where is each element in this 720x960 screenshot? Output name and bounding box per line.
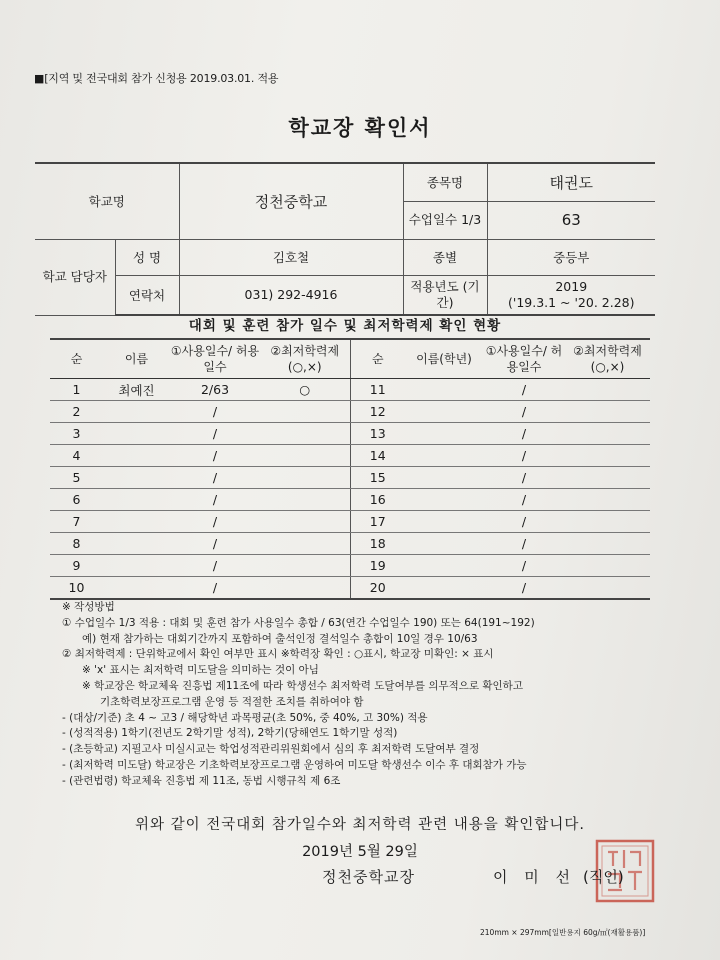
table-cell[interactable]: 4 [50, 445, 103, 467]
table-cell[interactable]: 3 [50, 423, 103, 445]
table-row [50, 555, 650, 577]
table-cell[interactable] [260, 489, 350, 511]
table-cell[interactable]: / [483, 423, 565, 445]
contact-label: 연락처 [115, 275, 179, 315]
table-cell[interactable]: / [170, 423, 260, 445]
table-cell[interactable]: 14 [350, 445, 405, 467]
table-cell[interactable]: 5 [50, 467, 103, 489]
apply-year-label: 적용년도 (기간) [403, 275, 487, 315]
staff-label: 학교 담당자 [35, 239, 115, 315]
writing-instructions [62, 600, 702, 790]
table-cell[interactable] [260, 445, 350, 467]
table-row [50, 467, 650, 489]
school-name-label: 학교명 [35, 163, 179, 239]
table-cell[interactable] [565, 467, 650, 489]
table-cell[interactable] [565, 555, 650, 577]
note-item: 기초학력보장프로그램 운영 등 적절한 조치를 취하여야 함 [100, 695, 364, 708]
contact-value: 031) 292-4916 [179, 275, 403, 315]
table-cell[interactable] [565, 489, 650, 511]
status-table-header [50, 339, 650, 379]
table-row [50, 401, 650, 423]
table-cell[interactable]: 2 [50, 401, 103, 423]
status-table-body [50, 379, 650, 600]
table-cell[interactable]: 11 [350, 379, 405, 401]
note-item: - (성적적용) 1학기(전년도 2학기말 성적), 2학기(당해연도 1학기말 성적) [62, 727, 398, 740]
table-row [50, 423, 650, 445]
status-header-cell: 이름(학년) [405, 339, 483, 379]
school-name-value: 정천중학교 [179, 163, 403, 239]
table-row [50, 577, 650, 600]
table-cell[interactable]: / [170, 489, 260, 511]
division-value: 중등부 [487, 239, 655, 275]
status-header-cell: 이름 [103, 339, 170, 379]
confirmation-sentence: 위와 같이 전국대회 참가일수와 최저학력 관련 내용을 확인합니다. [134, 817, 586, 833]
table-cell[interactable]: 20 [350, 577, 405, 600]
form-header-note: ■[지역 및 전국대회 참가 신청용 2019.03.01. 적용 [34, 72, 279, 85]
table-cell[interactable]: 1 [50, 379, 103, 401]
table-cell[interactable] [565, 401, 650, 423]
table-cell[interactable] [405, 555, 483, 577]
table-cell[interactable]: 17 [350, 511, 405, 533]
table-cell[interactable]: 최예진 [103, 379, 170, 401]
table-cell[interactable]: / [170, 467, 260, 489]
table-cell[interactable] [103, 577, 170, 600]
table-cell[interactable]: / [170, 401, 260, 423]
table-cell[interactable] [260, 423, 350, 445]
issue-date: 2019년 5월 29일 [302, 844, 418, 860]
school-days-label: 수업일수 1/3 [403, 201, 487, 239]
status-header-cell: ①사용일수/ 허용일수 [170, 339, 260, 379]
table-cell[interactable]: / [170, 577, 260, 600]
table-cell[interactable]: 13 [350, 423, 405, 445]
table-row [50, 489, 650, 511]
table-cell[interactable]: 8 [50, 533, 103, 555]
note-item: - (초등학교) 지필고사 미실시교는 학업성적관리위원회에서 심의 후 최저학력 도달여부 결정 [62, 743, 480, 756]
table-cell[interactable] [103, 511, 170, 533]
table-cell[interactable] [405, 445, 483, 467]
table-cell[interactable] [565, 533, 650, 555]
staff-name-label: 성 명 [115, 239, 179, 275]
table-cell[interactable] [405, 401, 483, 423]
seal-label: (직인) [583, 868, 624, 886]
note-item: ※ 'x' 표시는 최저학력 미도달을 의미하는 것이 아님 [82, 664, 319, 677]
staff-name-value: 김호철 [179, 239, 403, 275]
table-cell[interactable]: / [483, 533, 565, 555]
table-cell[interactable]: / [483, 379, 565, 401]
table-cell[interactable] [405, 489, 483, 511]
table-cell[interactable] [103, 489, 170, 511]
table-cell[interactable] [565, 577, 650, 600]
table-cell[interactable] [260, 533, 350, 555]
table-cell[interactable]: 12 [350, 401, 405, 423]
table-cell[interactable]: 9 [50, 555, 103, 577]
status-section-title: 대회 및 훈련 참가 일수 및 최저학력제 확인 현황 [188, 318, 502, 334]
note-item: 예) 현재 참가하는 대회기간까지 포함하여 출석인정 결석일수 총합이 10일 경우 10/63 [82, 632, 478, 645]
table-cell[interactable]: / [170, 533, 260, 555]
table-row [50, 533, 650, 555]
table-cell[interactable]: 19 [350, 555, 405, 577]
event-value: 태권도 [487, 163, 655, 201]
table-cell[interactable] [405, 533, 483, 555]
table-cell[interactable] [405, 467, 483, 489]
principal-title: 정천중학교장 [322, 868, 415, 886]
table-cell[interactable]: 7 [50, 511, 103, 533]
paper-spec-note: 210mm × 297mm[일반용지 60g/㎡(재활용품)] [480, 928, 646, 937]
table-cell[interactable] [565, 423, 650, 445]
note-item: - (최저학력 미도달) 학교장은 기초학력보장프로그램 운영하여 미도달 학생선수 이수 후 대회참가 가능 [62, 758, 527, 771]
table-cell[interactable]: / [170, 511, 260, 533]
apply-year-value: 2019 [555, 278, 588, 294]
event-label: 종목명 [403, 163, 487, 201]
table-cell[interactable]: / [170, 445, 260, 467]
status-header-cell: ①사용일수/ 허용일수 [483, 339, 565, 379]
note-item: ① 수업일수 1/3 적용 : 대회 및 훈련 참가 사용일수 총합 / 63(연간 수업일수 190) 또는 64(191~192) [62, 616, 535, 629]
table-cell[interactable] [103, 533, 170, 555]
status-header-cell: ②최저학력제 (○,×) [565, 339, 650, 379]
table-cell[interactable] [260, 401, 350, 423]
note-item: ② 최저학력제 : 단위학교에서 확인 여부만 표시 ※학력장 확인 : ○표시, 학교장 미확인: × 표시 [62, 648, 494, 661]
table-cell[interactable] [260, 511, 350, 533]
apply-year-cell [487, 275, 655, 315]
table-cell[interactable]: / [483, 489, 565, 511]
table-cell[interactable]: 2/63 [170, 379, 260, 401]
table-cell[interactable]: / [483, 555, 565, 577]
document-title: 학교장 확인서 [288, 116, 432, 140]
table-cell[interactable]: 15 [350, 467, 405, 489]
table-cell[interactable] [405, 511, 483, 533]
table-cell[interactable] [260, 577, 350, 600]
table-row [50, 445, 650, 467]
participation-status-table [50, 338, 650, 600]
table-cell[interactable] [565, 379, 650, 401]
table-cell[interactable]: / [483, 401, 565, 423]
table-cell[interactable]: 10 [50, 577, 103, 600]
table-cell[interactable]: 16 [350, 489, 405, 511]
note-item: - (대상/기준) 초 4 ~ 고3 / 해당학년 과목평균(초 50%, 중 40%, 고 30%) 적용 [62, 711, 428, 724]
note-item: - (관련법령) 학교체육 진흥법 제 11조, 동법 시행규칙 제 6조 [62, 774, 341, 787]
table-cell[interactable]: / [483, 445, 565, 467]
table-cell[interactable] [103, 423, 170, 445]
table-cell[interactable] [103, 445, 170, 467]
status-header-cell: 순 [350, 339, 405, 379]
table-cell[interactable] [103, 555, 170, 577]
table-cell[interactable] [260, 467, 350, 489]
table-cell[interactable]: / [483, 467, 565, 489]
table-cell[interactable] [565, 511, 650, 533]
table-cell[interactable] [405, 379, 483, 401]
status-header-cell: 순 [50, 339, 103, 379]
status-header-cell: ②최저학력제 (○,×) [260, 339, 350, 379]
table-cell[interactable]: ○ [260, 379, 350, 401]
table-cell[interactable]: 18 [350, 533, 405, 555]
table-row [50, 379, 650, 401]
principal-name: 이 미 선 [493, 868, 577, 886]
table-cell[interactable] [260, 555, 350, 577]
table-cell[interactable] [103, 467, 170, 489]
division-label: 종별 [403, 239, 487, 275]
table-cell[interactable] [565, 445, 650, 467]
school-days-value: 63 [487, 201, 655, 239]
school-info-table [35, 162, 655, 316]
apply-period-value: ('19.3.1 ~ '20. 2.28) [508, 294, 635, 310]
notes-heading: ※ 작성방법 [62, 601, 115, 613]
table-cell[interactable]: / [483, 511, 565, 533]
table-cell[interactable]: / [483, 577, 565, 600]
table-cell[interactable] [103, 401, 170, 423]
table-cell[interactable]: 6 [50, 489, 103, 511]
note-item: ※ 학교장은 학교체육 진흥법 제11조에 따라 학생선수 최저학력 도달여부를 의무적으로 확인하고 [82, 679, 523, 692]
table-cell[interactable]: / [170, 555, 260, 577]
table-cell[interactable] [405, 577, 483, 600]
table-cell[interactable] [405, 423, 483, 445]
table-row [50, 511, 650, 533]
